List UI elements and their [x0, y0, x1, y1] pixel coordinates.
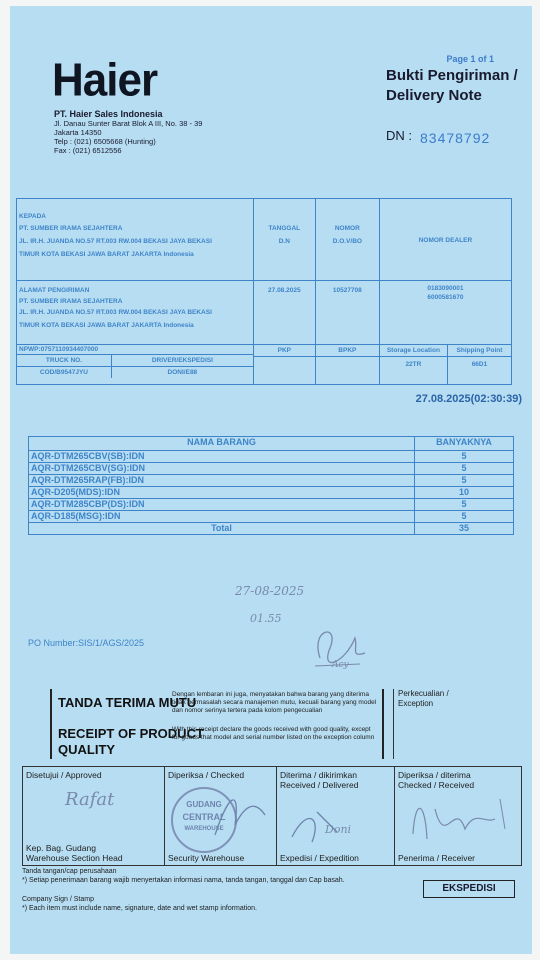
- alamat-name: PT. SUMBER IRAMA SEJAHTERA: [19, 298, 123, 305]
- received-label-2: Checked / Received: [398, 780, 475, 790]
- kepada-address-1: JL. IR.H. JUANDA NO.57 RT.003 RW.004 BEKASI JAYA BEKASI: [19, 238, 212, 245]
- receipt-title-en-1: RECEIPT OF PRODUCT: [58, 726, 204, 741]
- handwritten-signature: [300, 618, 380, 680]
- alamat-label: ALAMAT PENGIRIMAN: [19, 287, 90, 294]
- exception-label-2: Exception: [398, 699, 434, 708]
- company-address-1: Jl. Danau Sunter Barat Blok A III, No. 38 - 39: [54, 119, 203, 128]
- approved-signature: Rafat: [65, 789, 115, 810]
- kepada-address-2: TIMUR KOTA BEKASI JAWA BARAT JAKARTA Indonesia: [19, 251, 194, 258]
- storage-cell: [379, 345, 447, 385]
- delivered-cell: [277, 767, 395, 865]
- stamp-note-id: Tanda tangan/cap perusahaan: [22, 868, 117, 875]
- ekspedisi-box: EKSPEDISI: [423, 880, 515, 898]
- receipt-title-en-2: QUALITY: [58, 742, 116, 757]
- checked-cell: [165, 767, 277, 865]
- table-row: [29, 475, 514, 487]
- nomor-header: [315, 199, 379, 281]
- stamp-line-1: GUDANG: [186, 800, 222, 809]
- stamp-line-2: CENTRAL: [182, 812, 226, 822]
- approved-label: Disetujui / Approved: [26, 770, 102, 780]
- delivered-footer: Expedisi / Expedition: [280, 853, 359, 863]
- company-name: PT. Haier Sales Indonesia: [54, 109, 163, 119]
- delivery-number-cell: [315, 281, 379, 345]
- items-table: [28, 436, 514, 535]
- dealer-label: NOMOR DEALER: [418, 237, 473, 244]
- alamat-address-1: JL. IR.H. JUANDA NO.57 RT.003 RW.004 BEKASI JAYA BEKASI: [19, 309, 212, 316]
- total-value: 35: [415, 523, 514, 535]
- dn-column-label: D.N: [278, 238, 290, 245]
- rule-note-en: *) Each item must include name, signature, date and wet stamp information.: [22, 905, 258, 912]
- delivered-label-1: Diterima / dikirimkan: [280, 770, 357, 780]
- item-name: AQR-D185(MSG):IDN: [29, 511, 415, 523]
- delivery-number: 10527708: [332, 287, 362, 294]
- page-number: Page 1 of 1: [446, 54, 494, 64]
- signature-row: [22, 766, 522, 866]
- alamat-cell: [17, 281, 254, 345]
- checked-signature: [205, 785, 275, 845]
- table-row: [29, 511, 514, 523]
- truck-label: TRUCK NO.: [17, 355, 111, 367]
- rule-note-id: *) Setiap penerimaan barang wajib menyertakan informasi nama, tanda tangan, tanggal dan Cap basah.: [22, 877, 345, 884]
- item-name: AQR-DTM265CBV(SB):IDN: [29, 451, 415, 463]
- handwritten-name: Acy: [332, 660, 349, 670]
- po-number: PO Number:SIS/1/AGS/2025: [28, 638, 145, 648]
- delivery-note-paper: [10, 6, 532, 954]
- table-row: [29, 499, 514, 511]
- item-name: AQR-D205(MDS):IDN: [29, 487, 415, 499]
- receipt-of-quality-box: [50, 689, 384, 759]
- total-row: [29, 523, 514, 535]
- delivered-signature-stroke: [287, 807, 347, 847]
- tanggal-label: TANGGAL: [268, 225, 301, 232]
- handwritten-date: 27-08-2025: [235, 584, 305, 598]
- pkp-cell: [253, 345, 315, 385]
- exception-box: [393, 689, 520, 759]
- item-qty: 5: [415, 475, 514, 487]
- delivery-date-cell: [253, 281, 315, 345]
- nomor-label: NOMOR: [334, 225, 360, 232]
- storage-label: Storage Location: [380, 345, 447, 357]
- table-row: [29, 451, 514, 463]
- driver-label: DRIVER/EKSPEDISI: [112, 355, 253, 367]
- storage-value: 22TR: [405, 361, 422, 368]
- npwp: NPWP:0757110934407000: [17, 345, 253, 355]
- dealer-header: [379, 199, 511, 281]
- shipping-label: Shipping Point: [448, 345, 511, 357]
- handwritten-time: 01.55: [250, 612, 282, 625]
- bpkp-label: BPKP: [316, 345, 379, 357]
- stamp-line-3: WAREHOUSE: [184, 826, 224, 832]
- document-title-line-2: Delivery Note: [386, 87, 482, 104]
- item-name: AQR-DTM265CBV(SG):IDN: [29, 463, 415, 475]
- dealer-number-1: 0183090001: [427, 285, 464, 292]
- dovbo-label: D.O.V/BO: [332, 238, 362, 245]
- npwp-truck-cell: [17, 345, 254, 385]
- item-name: AQR-DTM285CBP(DS):IDN: [29, 499, 415, 511]
- kepada-label: KEPADA: [19, 213, 46, 220]
- dn-label: DN :: [386, 128, 412, 143]
- checked-label: Diperiksa / Checked: [168, 770, 245, 780]
- approved-footer-2: Warehouse Section Head: [26, 853, 123, 863]
- haier-logo: Haier: [52, 54, 158, 107]
- stamp-note-en: Company Sign / Stamp: [22, 896, 94, 903]
- document-title: [386, 66, 518, 106]
- pkp-label: PKP: [254, 345, 315, 357]
- shipping-value: 66D1: [471, 361, 488, 368]
- kepada-cell: [17, 199, 254, 281]
- dn-number: 83478792: [420, 130, 491, 146]
- receipt-text-en: With this receipt declare the goods received with good quality, except for goods that model and serial number listed on the exception column: [172, 726, 375, 741]
- received-label-1: Diperiksa / diterima: [398, 770, 471, 780]
- delivery-date: 27.08.2025: [268, 287, 301, 294]
- company-fax: Fax : (021) 6512556: [54, 146, 122, 155]
- bpkp-cell: [315, 345, 379, 385]
- delivered-label-2: Received / Delivered: [280, 780, 359, 790]
- item-name: AQR-DTM265RAP(FB):IDN: [29, 475, 415, 487]
- table-row: [29, 463, 514, 475]
- company-telp: Telp : (021) 6505668 (Hunting): [54, 137, 156, 146]
- company-address-2: Jakarta 14350: [54, 128, 102, 137]
- item-qty: 5: [415, 463, 514, 475]
- receipt-title-id: TANDA TERIMA MUTU: [58, 695, 197, 710]
- kepada-name: PT. SUMBER IRAMA SEJAHTERA: [19, 225, 123, 232]
- column-header-qty: BANYAKNYA: [415, 437, 514, 451]
- table-row: [29, 487, 514, 499]
- checked-footer: Security Warehouse: [168, 853, 245, 863]
- exception-label-1: Perkecualian /: [398, 689, 449, 698]
- item-qty: 5: [415, 451, 514, 463]
- received-cell: [395, 767, 521, 865]
- received-footer: Penerima / Receiver: [398, 853, 476, 863]
- shipping-cell: [447, 345, 511, 385]
- approved-footer-1: Kep. Bag. Gudang: [26, 843, 96, 853]
- dealer-number-2: 6000581670: [427, 294, 464, 301]
- delivered-signature: Doni: [325, 823, 352, 836]
- approved-cell: [23, 767, 165, 865]
- delivery-info-table: [16, 198, 512, 385]
- receipt-text-id: Dengan lembaran ini juga, menyatakan bahwa barang yang diterima tidak bermasalah secara manajemen mutu, kecuali barang yang model dan nomor serinya tertera pada kolom pengecualian: [172, 691, 377, 714]
- total-label: Total: [29, 523, 415, 535]
- printed-datetime: 27.08.2025(02:30:39): [415, 393, 522, 405]
- item-qty: 10: [415, 487, 514, 499]
- item-qty: 5: [415, 511, 514, 523]
- truck-number: COD/B9547JYU: [39, 369, 88, 376]
- driver-name: DONI/E88: [167, 369, 198, 376]
- column-header-name: NAMA BARANG: [29, 437, 415, 451]
- alamat-address-2: TIMUR KOTA BEKASI JAWA BARAT JAKARTA Indonesia: [19, 322, 194, 329]
- dealer-number-cell: [379, 281, 511, 345]
- document-title-line-1: Bukti Pengiriman /: [386, 67, 518, 84]
- received-signature: [405, 789, 515, 849]
- item-qty: 5: [415, 499, 514, 511]
- tanggal-header: [253, 199, 315, 281]
